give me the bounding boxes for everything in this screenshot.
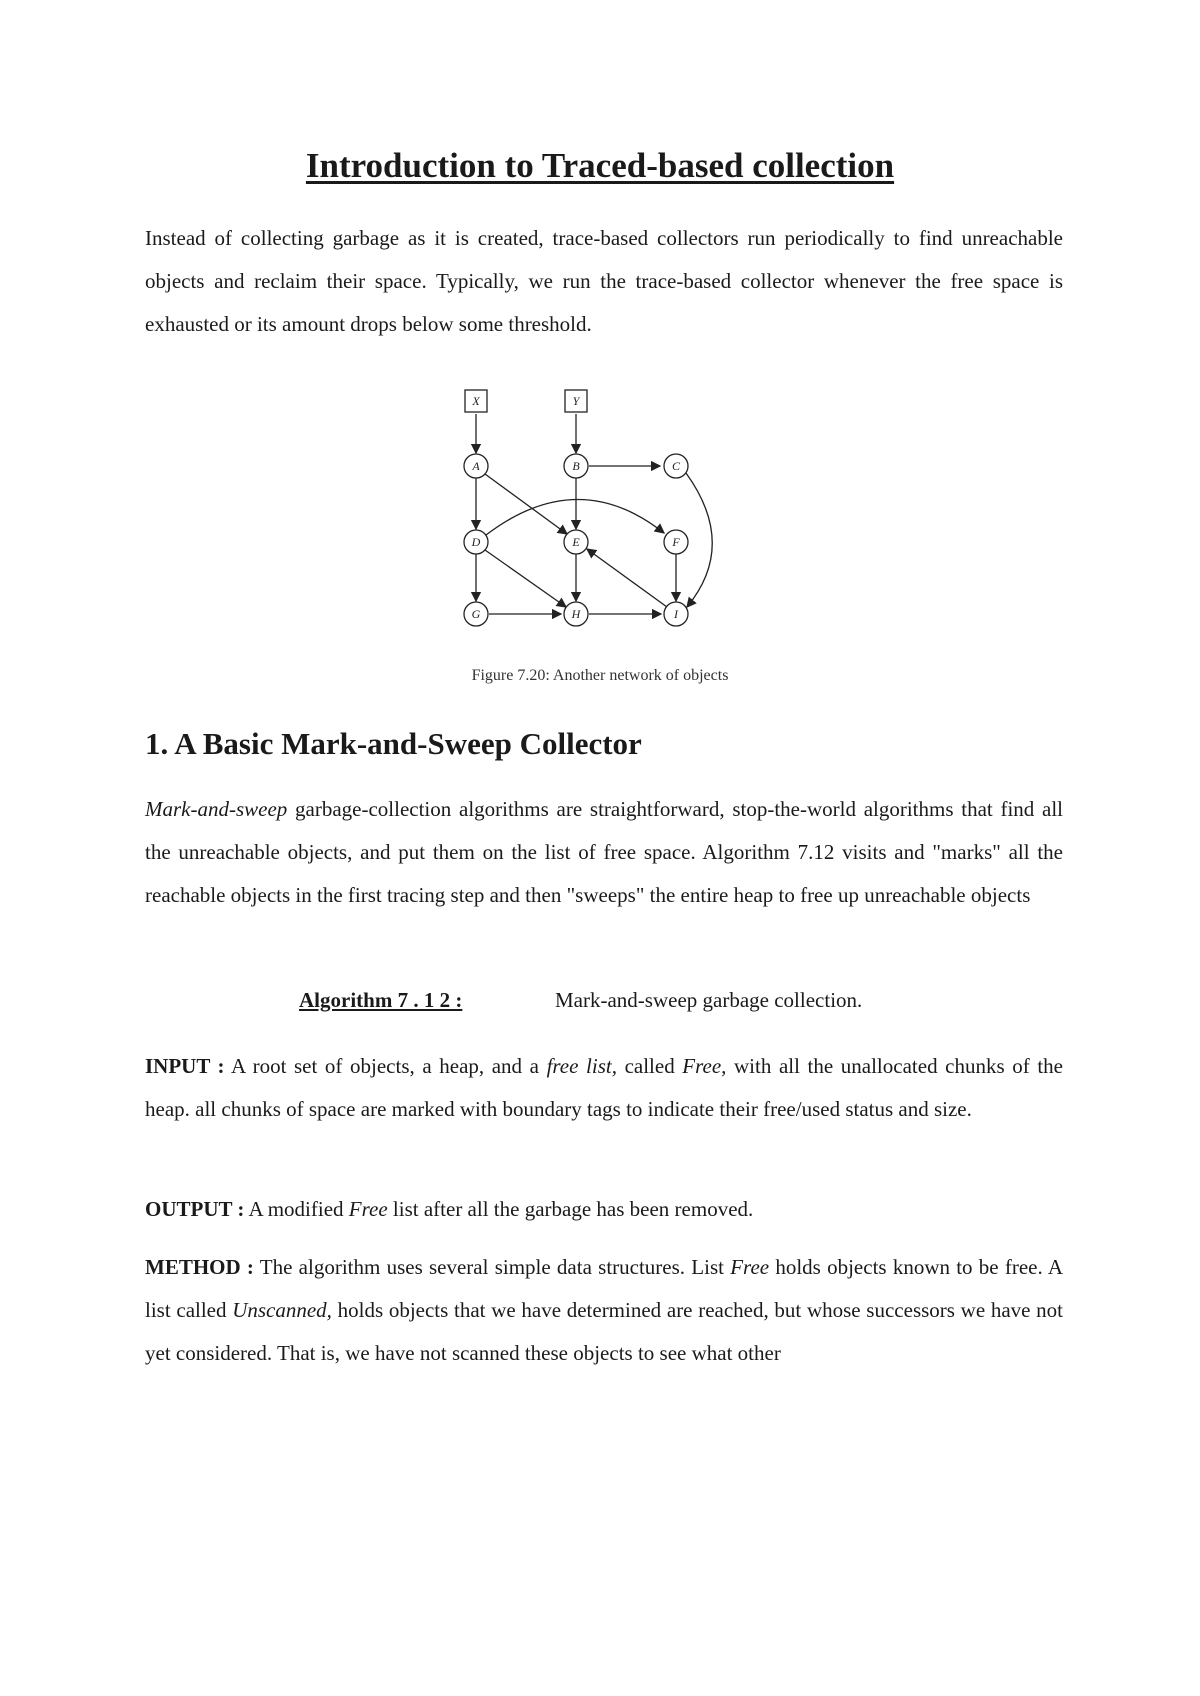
input-text-3: with all the unallocated chunks of the heap. all chunks of space are marked with boundary tags to indicate their free/used status and size.: [145, 1054, 1063, 1121]
input-label: INPUT :: [145, 1054, 225, 1078]
page-title: Introduction to Traced-based collection: [305, 146, 895, 185]
method-text-3: holds objects that we have determined are reached, but whose successors we have not yet considered. That is, we have not scanned these objects to see what other: [145, 1298, 1063, 1365]
method-text-1: The algorithm uses several simple data structures. List: [253, 1255, 731, 1279]
input-free: Free,: [682, 1054, 727, 1078]
node-a-label: A: [472, 459, 480, 473]
method-free: Free: [730, 1255, 770, 1279]
node-h-label: H: [571, 607, 581, 621]
node-e-label: E: [572, 535, 580, 549]
edge-a-e: [485, 474, 567, 534]
node-g-label: G: [471, 607, 481, 621]
method-text-2: holds objects known to be free. A list called: [145, 1255, 1064, 1322]
figure-caption: Figure 7.20: Another network of objects: [471, 667, 729, 684]
node-i-label: I: [674, 607, 678, 621]
node-y-label: Y: [572, 394, 580, 408]
output-text-1: A modified: [244, 1197, 349, 1221]
mark-sweep-paragraph: [145, 788, 1063, 917]
algorithm-label: Algorithm 7 . 1 2 :: [299, 988, 463, 1012]
node-d-label: D: [471, 535, 481, 549]
mark-sweep-term: Mark-and-sweep: [145, 797, 288, 821]
node-c-label: C: [671, 459, 681, 473]
edge-d-h: [485, 550, 566, 607]
method-label: METHOD :: [145, 1255, 254, 1279]
intro-paragraph: Instead of collecting garbage as it is created, trace-based collectors run periodically to find unreachable objects and reclaim their space. Typically, we run the trace-based collector whenever the free space is exhausted or its amount drops below some threshold.: [145, 226, 1063, 336]
node-x-label: X: [472, 394, 480, 408]
object-network-diagram: [438, 385, 738, 675]
input-paragraph: [145, 1045, 1063, 1131]
mark-sweep-text: garbage-collection algorithms are straightforward, stop-the-world algorithms that find all the unreachable objects, and put them on the list of free space. Algorithm 7.12 visits and "marks" all the reachable objects in the first tracing step and then "sweeps" the entire heap to free up unreachable objects: [145, 797, 1063, 907]
method-paragraph: [145, 1246, 1063, 1375]
input-text-2: called: [616, 1054, 683, 1078]
output-paragraph: [145, 1188, 1063, 1231]
method-unscanned: Unscanned,: [232, 1298, 332, 1322]
input-text-1: A root set of objects, a heap, and a: [224, 1054, 547, 1078]
input-free-list: free list,: [546, 1054, 617, 1078]
section-heading: 1. A Basic Mark-and-Sweep Collector: [145, 726, 642, 761]
output-text-2: list after all the garbage has been removed.: [387, 1197, 754, 1221]
node-f-label: F: [672, 535, 680, 549]
edge-c-i: [686, 473, 712, 607]
output-free: Free: [348, 1197, 388, 1221]
node-b-label: B: [572, 459, 580, 473]
algorithm-description: Mark-and-sweep garbage collection.: [555, 988, 863, 1012]
output-label: OUTPUT :: [145, 1197, 245, 1221]
edge-i-e: [587, 549, 667, 607]
